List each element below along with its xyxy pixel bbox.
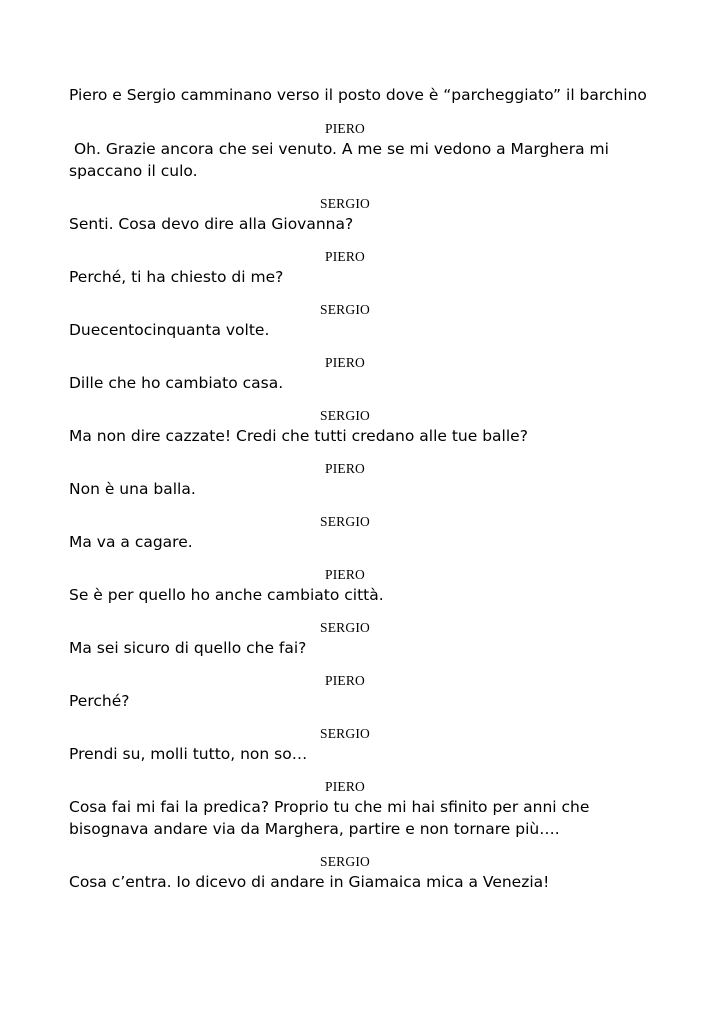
speaker-name: PIERO [324,121,365,136]
speaker-name: PIERO [324,779,365,794]
dialogue-line: Se è per quello ho anche cambiato città. [69,586,384,604]
speaker-name: SERGIO [320,514,370,529]
dialogue-line: Ma non dire cazzate! Credi che tutti credano alle tue balle? [69,427,528,445]
dialogue-block [69,407,669,447]
dialogue-line: Oh. Grazie ancora che sei venuto. A me se mi vedono a Marghera mi spaccano il culo. [69,140,614,180]
dialogue-block [69,566,669,606]
speaker-name: SERGIO [320,854,370,869]
speaker-name: PIERO [324,249,365,264]
dialogue-block [69,354,669,394]
speaker-name: PIERO [324,673,365,688]
dialogue-block [69,460,669,500]
speaker-name: PIERO [324,355,365,370]
speaker-name: SERGIO [320,408,370,423]
dialogue-line: Cosa c’entra. Io dicevo di andare in Giamaica mica a Venezia! [69,873,550,891]
dialogue-line: Prendi su, molli tutto, non so… [69,745,308,763]
dialogue-block [69,301,669,341]
dialogue-line: Ma va a cagare. [69,533,193,551]
speaker-name: SERGIO [320,726,370,741]
speaker-name: SERGIO [320,196,370,211]
dialogue-line: Senti. Cosa devo dire alla Giovanna? [69,215,354,233]
dialogue-block [69,725,669,765]
speaker-name: PIERO [324,461,365,476]
dialogue-line: Perché, ti ha chiesto di me? [69,268,284,286]
dialogue-block [69,513,669,553]
speaker-name: SERGIO [320,620,370,635]
dialogue-block [69,853,669,893]
dialogue-line: Perché? [69,692,130,710]
speaker-name: SERGIO [320,302,370,317]
dialogue-line: Dille che ho cambiato casa. [69,374,284,392]
dialogue-block [69,778,669,840]
dialogue-line: Ma sei sicuro di quello che fai? [69,639,307,657]
dialogue-block [69,195,669,235]
dialogue-line: Cosa fai mi fai la predica? Proprio tu che mi hai sfinito per anni che bisognava andare via da Marghera, partire e non tornare più…. [69,798,595,838]
dialogue-block [69,672,669,712]
dialogue-line: Non è una balla. [69,480,196,498]
dialogue-block [69,120,669,182]
dialogue-block [69,619,669,659]
speaker-name: PIERO [324,567,365,582]
dialogue-line: Duecentocinquanta volte. [69,321,270,339]
scene-action: Piero e Sergio camminano verso il posto dove è “parcheggiato” il barchino [69,86,647,104]
script-body [69,84,669,906]
dialogue-block [69,248,669,288]
